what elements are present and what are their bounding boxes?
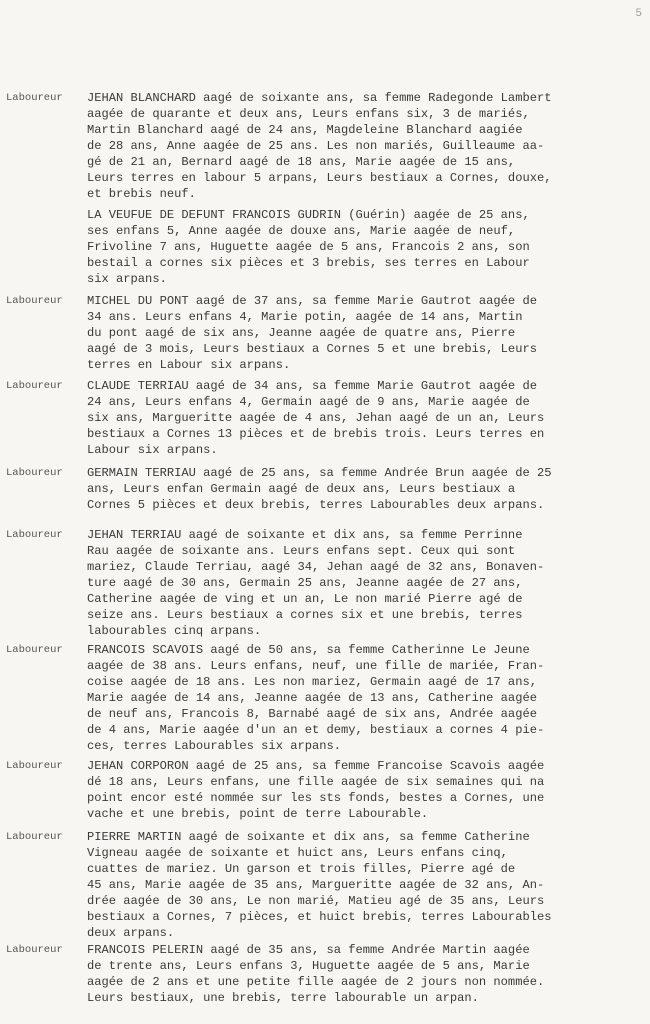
text-line: LA VEUFUE DE DEFUNT FRANCOIS GUDRIN (Guérin) aagée de 25 ans, [87,208,530,222]
text-line: bestiaux a Cornes 13 pièces et de brebis trois. Leurs terres en [87,427,545,441]
text-line: 34 ans. Leurs enfans 4, Marie potin, aagée de 14 ans, Martin [87,310,523,324]
text-line: JEHAN TERRIAU aagé de soixante et dix ans, sa femme Perrinne [87,528,523,542]
text-line: aagée de quarante et deux ans, Leurs enfans six, 3 de mariés, [87,107,530,121]
occupation-label: Laboureur [6,92,63,104]
text-line: FRANCOIS PELERIN aagé de 35 ans, sa femme Andrée Martin aagée [87,943,530,957]
text-line: du pont aagé de six ans, Jeanne aagée de quatre ans, Pierre [87,326,516,340]
text-line: 45 ans, Marie aagée de 35 ans, Margueritte aagée de 32 ans, An- [87,878,545,892]
record-text [87,758,650,822]
text-line: JEHAN CORPORON aagé de 25 ans, sa femme Francoise Scavois aagée [87,759,545,773]
occupation-label: Laboureur [6,467,63,479]
text-line: bestiaux a Cornes, 7 pièces, et huict brebis, terres Labourables [87,910,552,924]
occupation-label: Laboureur [6,529,63,541]
record-text [87,465,650,513]
text-line: ses enfans 5, Anne aagée de douxe ans, Marie aagée de neuf, [87,224,516,238]
text-line: et brebis neuf. [87,187,196,201]
occupation-label: Laboureur [6,944,63,956]
text-line: 24 ans, Leurs enfans 4, Germain aagé de 9 ans, Marie aagée de [87,395,530,409]
text-line: gé de 21 an, Bernard aagé de 18 ans, Marie aagée de 15 ans, [87,155,516,169]
text-line: bestail a cornes six pièces et 3 brebis, ses terres en Labour [87,256,530,270]
text-line: JEHAN BLANCHARD aagé de soixante ans, sa femme Radegonde Lambert [87,91,552,105]
record-text [87,207,650,287]
text-line: aagé de 3 mois, Leurs bestiaux a Cornes 5 et une brebis, Leurs [87,342,537,356]
record-text [87,378,650,458]
text-line: ture aagé de 30 ans, Germain 25 ans, Jeanne aagée de 27 ans, [87,576,523,590]
text-line: Catherine aagée de ving et un an, Le non marié Pierre agé de [87,592,523,606]
text-line: Cornes 5 pièces et deux brebis, terres Labourables deux arpans. [87,498,545,512]
text-line: coise aagée de 18 ans. Les non mariez, Germain aagé de 17 ans, [87,675,537,689]
text-line: de 4 ans, Marie aagée d'un an et demy, bestiaux a cornes 4 pie- [87,723,545,737]
text-line: ans, Leurs enfan Germain aagé de deux ans, Leurs bestiaux a [87,482,516,496]
text-line: cuattes de mariez. Un garson et trois filles, Pierre agé de [87,862,516,876]
text-line: ces, terres Labourables six arpans. [87,739,342,753]
text-line: Labour six arpans. [87,443,218,457]
text-line: vache et une brebis, point de terre Labourable. [87,807,429,821]
occupation-label: Laboureur [6,831,63,843]
text-line: Rau aagée de soixante ans. Leurs enfans sept. Ceux qui sont [87,544,516,558]
text-line: Martin Blanchard aagé de 24 ans, Magdeleine Blanchard aagiée [87,123,523,137]
record-text [87,90,650,202]
text-line: GERMAIN TERRIAU aagé de 25 ans, sa femme Andrée Brun aagée de 25 [87,466,552,480]
text-line: Vigneau aagée de soixante et huict ans, Leurs enfans cinq, [87,846,508,860]
text-line: aagée de 38 ans. Leurs enfans, neuf, une fille de mariée, Fran- [87,659,545,673]
text-line: six ans, Margueritte aagée de 4 ans, Jehan aagé de un an, Leurs [87,411,545,425]
occupation-label: Laboureur [6,380,63,392]
text-line: de trente ans, Leurs enfans 3, Huguette aagée de 5 ans, Marie [87,959,530,973]
text-line: de 28 ans, Anne aagée de 25 ans. Les non mariés, Guilleaume aa- [87,139,545,153]
text-line: deux arpans. [87,926,175,940]
text-line: mariez, Claude Terriau, aagé 34, Jehan aagé de 32 ans, Bonaven- [87,560,545,574]
page-number: 5 [635,8,642,20]
text-line: six arpans. [87,272,167,286]
text-line: labourables cinq arpans. [87,624,262,638]
occupation-label: Laboureur [6,295,63,307]
record-text [87,829,650,941]
text-line: Leurs terres en labour 5 arpans, Leurs bestiaux a Cornes, douxe, [87,171,552,185]
text-line: Marie aagée de 14 ans, Jeanne aagée de 13 ans, Catherine aagée [87,691,537,705]
text-line: point encor esté nommée sur les sts fonds, bestes a Cornes, une [87,791,545,805]
text-line: dé 18 ans, Leurs enfans, une fille aagée de six semaines qui na [87,775,545,789]
occupation-label: Laboureur [6,760,63,772]
text-line: terres en Labour six arpans. [87,358,291,372]
text-line: MICHEL DU PONT aagé de 37 ans, sa femme Marie Gautrot aagée de [87,294,537,308]
text-line: Leurs bestiaux, une brebis, terre labourable un arpan. [87,991,479,1005]
text-line: drée aagée de 30 ans, Le non marié, Matieu agé de 35 ans, Leurs [87,894,545,908]
text-line: Frivoline 7 ans, Huguette aagée de 5 ans, Francois 2 ans, son [87,240,530,254]
text-line: CLAUDE TERRIAU aagé de 34 ans, sa femme Marie Gautrot aagée de [87,379,537,393]
text-line: FRANCOIS SCAVOIS aagé de 50 ans, sa femme Catherinne Le Jeune [87,643,530,657]
text-line: PIERRE MARTIN aagé de soixante et dix ans, sa femme Catherine [87,830,530,844]
text-line: aagée de 2 ans et une petite fille aagée de 2 jours non nommée. [87,975,545,989]
record-text [87,527,650,639]
record-text [87,942,650,1006]
occupation-label: Laboureur [6,644,63,656]
record-text [87,642,650,754]
record-text [87,293,650,373]
text-line: de neuf ans, Francois 8, Barnabé aagé de six ans, Andrée aagée [87,707,537,721]
text-line: seize ans. Leurs bestiaux a cornes six et une brebis, terres [87,608,523,622]
